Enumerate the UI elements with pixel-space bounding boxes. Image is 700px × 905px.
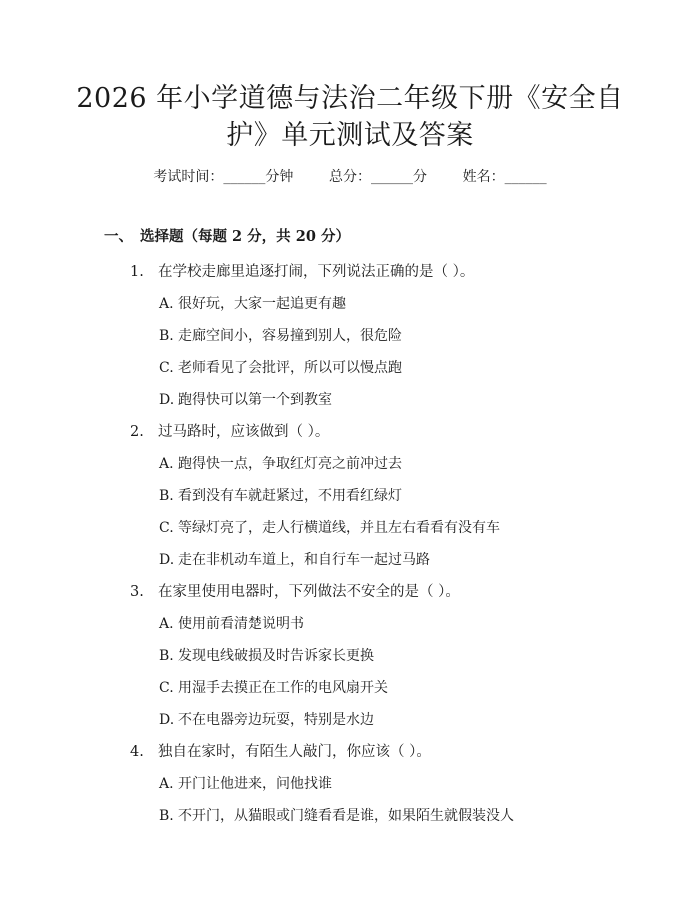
student-name-field: 姓名：______	[462, 169, 547, 185]
option-text: 跑得快可以第一个到教室	[178, 392, 332, 408]
option-text: 使用前看清楚说明书	[178, 616, 304, 632]
question-2-option-a	[159, 453, 402, 475]
question-2-option-d	[159, 549, 430, 571]
question-number: 4.	[130, 744, 144, 760]
option-text: 不开门，从猫眼或门缝看看是谁，如果陌生就假装没人	[178, 808, 514, 824]
document-title-line-2: 护》单元测试及答案	[226, 120, 474, 151]
option-text: 看到没有车就赶紧过，不用看红绿灯	[178, 488, 402, 504]
option-letter: D.	[159, 392, 175, 408]
option-text: 老师看见了会批评，所以可以慢点跑	[178, 360, 402, 376]
question-4-option-b	[159, 805, 514, 827]
question-2	[130, 421, 329, 443]
question-1-option-d	[159, 389, 332, 411]
option-letter: D.	[159, 712, 175, 728]
question-3-option-c	[159, 677, 388, 699]
option-letter: C.	[159, 680, 174, 696]
option-text: 跑得快一点，争取红灯亮之前冲过去	[178, 456, 402, 472]
question-4-option-a	[159, 773, 332, 795]
question-3	[130, 581, 460, 603]
question-1-option-b	[159, 325, 402, 347]
section-number: 一、	[104, 228, 133, 245]
question-text: 独自在家时，有陌生人敲门，你应该（ ）。	[158, 744, 431, 760]
section-heading-choice	[104, 226, 350, 248]
question-number: 2.	[130, 424, 144, 440]
question-3-option-a	[159, 613, 304, 635]
option-text: 开门让他进来，问他找谁	[178, 776, 332, 792]
question-1	[130, 261, 474, 283]
question-number: 1.	[130, 264, 144, 280]
total-score-field: 总分：______分	[329, 169, 427, 185]
question-text: 在学校走廊里追逐打闹，下列说法正确的是（ ）。	[158, 264, 475, 280]
option-text: 发现电线破损及时告诉家长更换	[178, 648, 374, 664]
question-1-option-a	[159, 293, 346, 315]
option-text: 走在非机动车道上，和自行车一起过马路	[178, 552, 430, 568]
option-text: 用湿手去摸正在工作的电风扇开关	[178, 680, 388, 696]
question-2-option-b	[159, 485, 402, 507]
section-title: 选择题（每题 2 分，共 20 分）	[140, 228, 350, 245]
question-2-option-c	[159, 517, 500, 539]
option-letter: C.	[159, 360, 174, 376]
question-text: 在家里使用电器时，下列做法不安全的是（ ）。	[158, 584, 460, 600]
question-number: 3.	[130, 584, 144, 600]
question-3-option-d	[159, 709, 374, 731]
option-text: 很好玩，大家一起追更有趣	[178, 296, 346, 312]
option-letter: A.	[159, 776, 174, 792]
option-letter: B.	[159, 648, 174, 664]
option-letter: A.	[159, 296, 174, 312]
option-letter: B.	[159, 488, 174, 504]
document-title-line-1: 2026 年小学道德与法治二年级下册《安全自	[76, 83, 624, 114]
option-letter: A.	[159, 616, 174, 632]
exam-info-line	[0, 166, 700, 188]
option-letter: B.	[159, 328, 174, 344]
option-text: 不在电器旁边玩耍，特别是水边	[178, 712, 374, 728]
option-text: 走廊空间小，容易撞到别人，很危险	[178, 328, 402, 344]
option-text: 等绿灯亮了，走人行横道线，并且左右看看有没有车	[178, 520, 500, 536]
question-text: 过马路时，应该做到（ ）。	[158, 424, 330, 440]
question-3-option-b	[159, 645, 374, 667]
question-1-option-c	[159, 357, 402, 379]
option-letter: D.	[159, 552, 175, 568]
option-letter: C.	[159, 520, 174, 536]
option-letter: B.	[159, 808, 174, 824]
exam-time-field: 考试时间：______分钟	[153, 169, 294, 185]
option-letter: A.	[159, 456, 174, 472]
question-4	[130, 741, 431, 763]
